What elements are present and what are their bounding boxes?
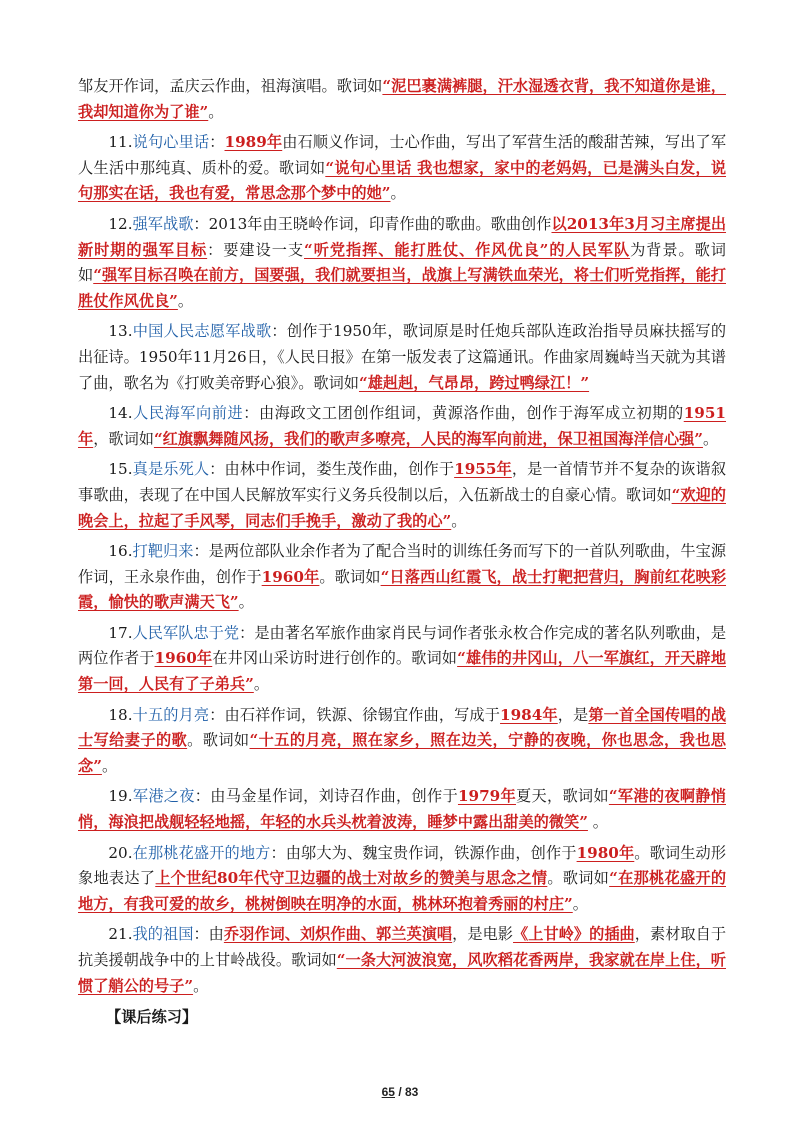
song-title: 我的祖国: [132, 925, 194, 944]
song-20: 20.在那桃花盛开的地方：由邬大为、魏宝贵作词，铁源作曲，创作于1980年。歌词生动形象地表达了上个世纪80年代守卫边疆的战士对故乡的赞美与思念之情。歌词如“在那桃花盛开的地方，有我可爱的故乡，桃树倒映在明净的水面，桃林环抱着秀丽的村庄”。: [78, 843, 727, 913]
year-highlight: 1955年: [454, 460, 512, 479]
song-12: 12.强军战歌：2013年由王晓岭作词，印青作曲的歌曲。歌曲创作以2013年3月习主席提出新时期的强军目标：要建设一支“听党指挥、能打胜仗、作风优良”的人民军队为背景。歌词如“强军目标召唤在前方，国要强，我们就要担当，战旗上写满铁血荣光，将士们听党指挥，能打胜仗作风优良”。: [78, 214, 727, 310]
key-highlight: 《上甘岭》的插曲: [513, 925, 635, 944]
page-content: [78, 74, 726, 1031]
song-14: 14.人民海军向前进：由海政文工团创作组词，黄源洛作曲，创作于海军成立初期的1951年，歌词如“红旗飘舞随风扬，我们的歌声多嘹亮，人民的海军向前进，保卫祖国海洋信心强”。: [78, 404, 727, 448]
year-highlight: 1989年: [224, 133, 283, 152]
song-16: 16.打靶归来：是两位部队业余作者为了配合当时的训练任务而写下的一首队列歌曲，牛宝源作词，王永泉作曲，创作于1960年。歌词如“日落西山红霞飞，战士打靶把营归，胸前红花映彩霞，愉快的歌声满天飞”。: [78, 542, 727, 612]
year-highlight: 1980年: [576, 843, 635, 862]
key-highlight: 乔羽作词、刘炽作曲、郭兰英演唱: [223, 925, 453, 944]
year-highlight: 1984年: [500, 705, 558, 724]
song-13: 13.中国人民志愿军战歌：创作于1950年，歌词原是时任炮兵部队连政治指导员麻扶摇写的出征诗。1950年11月26日，《人民日报》在第一版发表了这篇通讯。作曲家周巍峙当天就为其谱了曲，歌名为《打败美帝野心狼》。歌词如“雄赳赳，气昂昂，跨过鸭绿江！”: [78, 322, 727, 392]
song-title: 中国人民志愿军战歌: [132, 322, 272, 341]
year-highlight: 1960年: [154, 649, 213, 668]
lyrics-highlight: “军港的夜啊静悄悄，海浪把战舰轻轻地摇，年轻的水兵头枕着波涛，睡梦中露出甜美的微笑”: [78, 787, 726, 832]
song-title: 在那桃花盛开的地方: [132, 843, 271, 862]
key-highlight: 上个世纪80年代守卫边疆的战士对故乡的赞美与思念之情: [155, 869, 548, 888]
song-title: 打靶归来: [132, 542, 194, 561]
lyrics-highlight: “红旗飘舞随风扬，我们的歌声多嘹亮，人民的海军向前进，保卫祖国海洋信心强”: [153, 429, 703, 448]
song-title: 人民军队忠于党: [132, 623, 240, 642]
song-title: 真是乐死人: [132, 460, 210, 479]
song-title: 说句心里话: [132, 133, 210, 152]
year-highlight: 1951年: [78, 404, 727, 448]
lyrics-highlight: “泥巴裹满裤腿，汗水湿透衣背，我不知道你是谁，我却知道你为了谁”: [78, 77, 726, 121]
year-highlight: 1960年: [261, 567, 320, 586]
page-separator: /: [394, 1085, 405, 1099]
lyrics-highlight: “一条大河波浪宽，风吹稻花香两岸，我家就在岸上住，听惯了艄公的号子”: [78, 951, 726, 995]
song-title: 十五的月亮: [132, 705, 210, 724]
key-highlight: 以2013年3月习主席提出新时期的强军目标: [78, 214, 727, 259]
key-highlight: “听党指挥、能打胜仗、作风优良”的人民军队: [304, 240, 631, 259]
current-page: 65: [381, 1085, 395, 1099]
song-title: 人民海军向前进: [132, 404, 244, 423]
key-highlight: 第一首全国传唱的战士写给妻子的歌: [78, 705, 727, 750]
year-highlight: 1979年: [457, 787, 516, 806]
song-title: 强军战歌: [132, 214, 194, 233]
exercise-heading: 【课后练习】: [106, 1008, 198, 1027]
song-21: 21.我的祖国：由乔羽作词、刘炽作曲、郭兰英演唱，是电影《上甘岭》的插曲，素材取自于抗美援朝战争中的上甘岭战役。歌词如“一条大河波浪宽，风吹稻花香两岸，我家就在岸上住，听惯了艄公的号子”。: [78, 925, 727, 995]
lyrics-highlight: “强军目标召唤在前方，国要强，我们就要担当，战旗上写满铁血荣光，将士们听党指挥，能打胜仗作风优良”: [78, 266, 726, 310]
lyrics-highlight: “欢迎的晚会上，拉起了手风琴，同志们手挽手，激动了我的心”: [78, 485, 726, 530]
song-18: 18.十五的月亮：由石祥作词，铁源、徐锡宜作曲，写成于1984年，是第一首全国传唱的战士写给妻子的歌。歌词如“十五的月亮，照在家乡，照在边关，宁静的夜晚，你也思念，我也思念”。: [78, 705, 727, 775]
lyrics-highlight: “十五的月亮，照在家乡，照在边关，宁静的夜晚，你也思念，我也思念”: [78, 731, 726, 775]
lyrics-highlight: “在那桃花盛开的地方，有我可爱的故乡，桃树倒映在明净的水面，桃林环抱着秀丽的村庄”: [78, 869, 727, 913]
page-footer: [0, 1085, 800, 1099]
song-title: 军港之夜: [132, 787, 195, 806]
total-pages: 83: [405, 1085, 419, 1099]
song-15: 15.真是乐死人：由林中作词，娄生茂作曲，创作于1955年，是一首情节并不复杂的诙谐叙事歌曲，表现了在中国人民解放军实行义务兵役制以后，入伍新战士的自豪心情。歌词如“欢迎的晚会上，拉起了手风琴，同志们手挽手，激动了我的心”。: [78, 460, 727, 530]
song-17: 17.人民军队忠于党：是由著名军旅作曲家肖民与词作者张永枚合作完成的著名队列歌曲，是两位作者于1960年在井冈山采访时进行创作的。歌词如“雄伟的井冈山，八一军旗红，开天辟地第一回，人民有了子弟兵”。: [78, 623, 727, 694]
lyrics-highlight: “日落西山红霞飞，战士打靶把营归，胸前红花映彩霞，愉快的歌声满天飞”: [78, 567, 727, 612]
lyrics-highlight: “雄伟的井冈山，八一军旗红，开天辟地第一回，人民有了子弟兵”: [78, 649, 727, 694]
song-10-continuation: 邹友开作词，孟庆云作曲，祖海演唱。歌词如“泥巴裹满裤腿，汗水湿透衣背，我不知道你是谁，我却知道你为了谁”。: [78, 77, 726, 121]
lyrics-highlight: “说句心里话 我也想家，家中的老妈妈，已是满头白发，说句那实在话，我也有爱，常思念那个梦中的她”: [78, 158, 727, 203]
song-19: 19.军港之夜：由马金星作词，刘诗召作曲，创作于1979年夏天，歌词如“军港的夜啊静悄悄，海浪把战舰轻轻地摇，年轻的水兵头枕着波涛，睡梦中露出甜美的微笑” 。: [78, 787, 726, 832]
lyrics-highlight: “雄赳赳，气昂昂，跨过鸭绿江！”: [358, 373, 590, 392]
song-11: 11.说句心里话：1989年由石顺义作词，士心作曲，写出了军营生活的酸甜苦辣，写出了军人生活中那纯真、质朴的爱。歌词如“说句心里话 我也想家，家中的老妈妈，已是满头白发，说句那实在话，我也有爱，常思念那个梦中的她”。: [78, 133, 727, 203]
